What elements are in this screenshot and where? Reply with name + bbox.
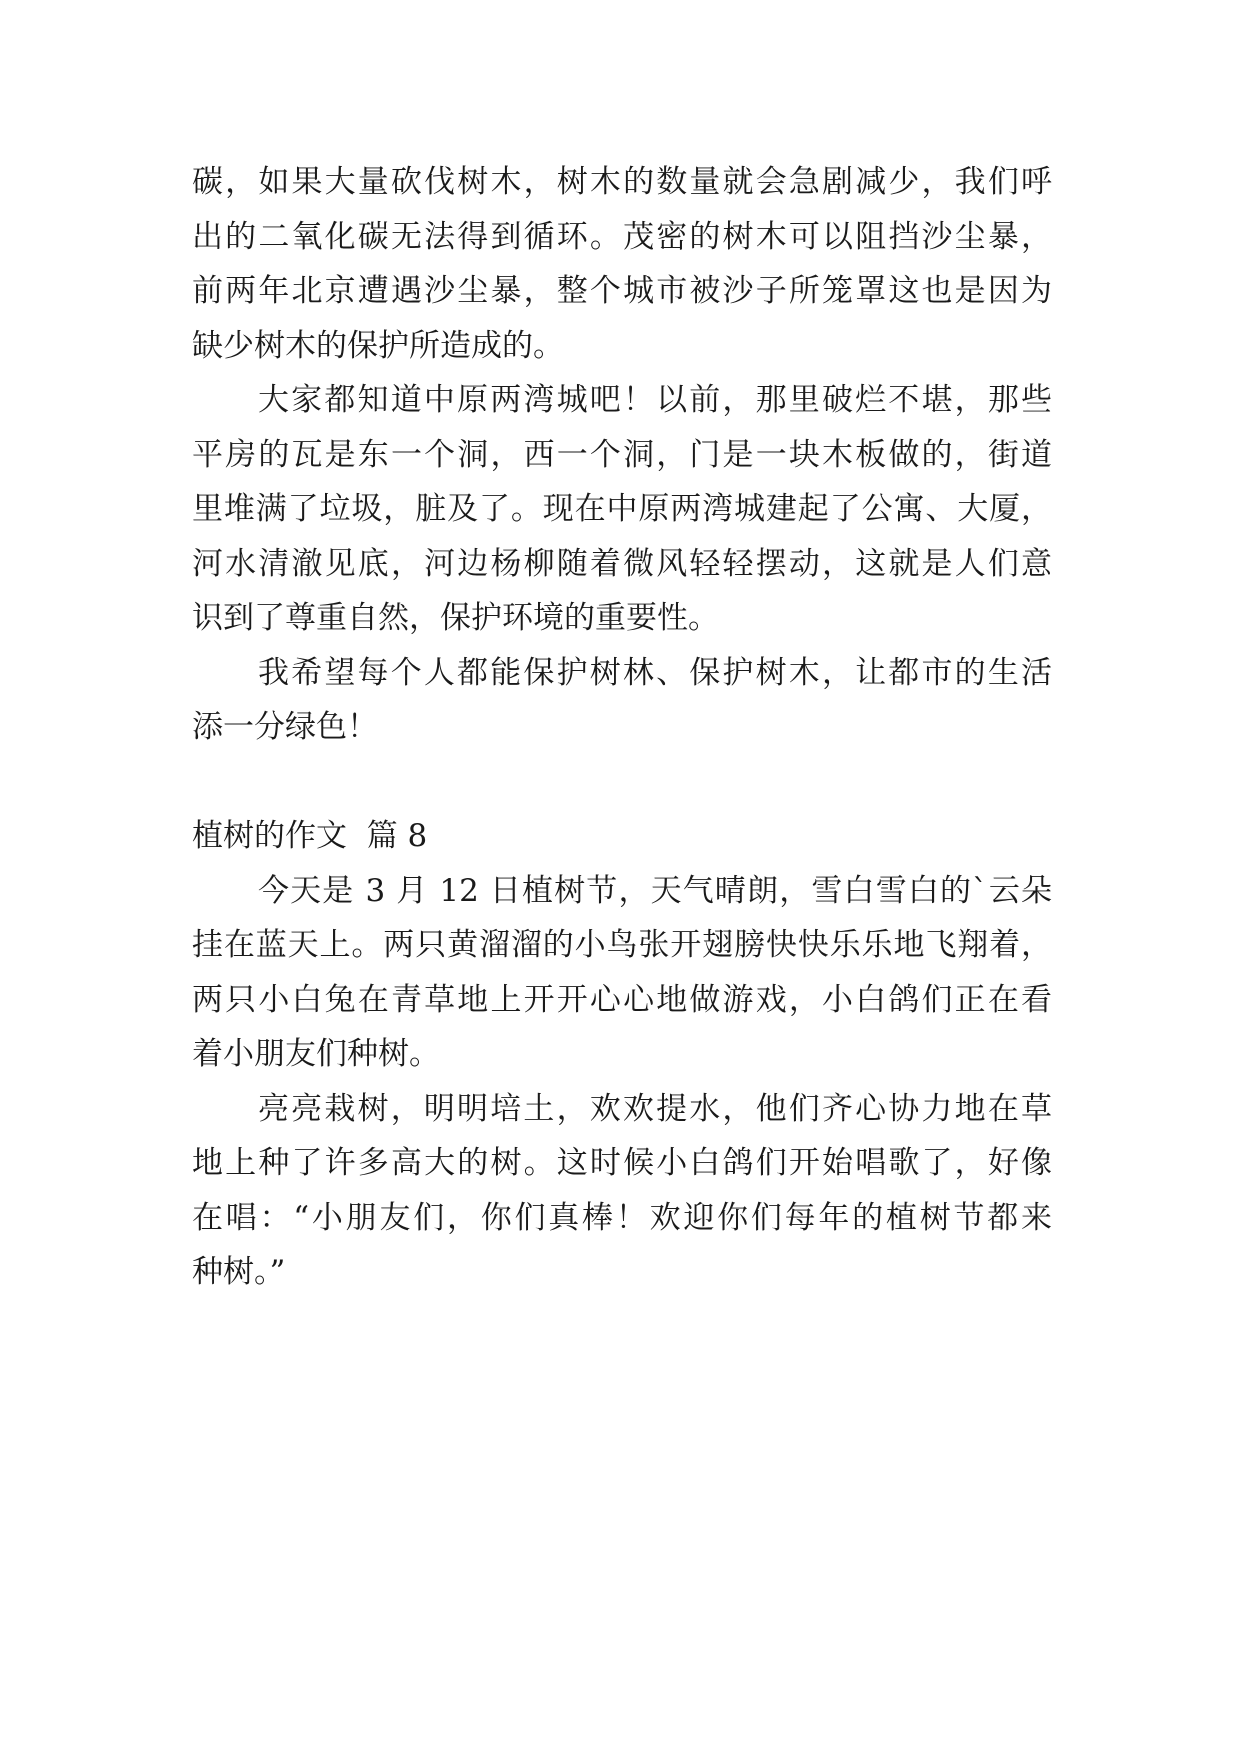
paragraph-line: 里堆满了垃圾，脏及了。现在中原两湾城建起了公寓、大厦， (192, 491, 1052, 527)
section-heading: 植树的作文 篇 8 (192, 818, 428, 854)
paragraph-line: 缺少树木的保护所造成的。 (192, 328, 564, 364)
paragraph-line: 两只小白兔在青草地上开开心心地做游戏，小白鸽们正在看 (192, 982, 1052, 1018)
paragraph-line: 挂在蓝天上。两只黄溜溜的小鸟张开翅膀快快乐乐地飞翔着， (192, 927, 1052, 963)
paragraph-line: 碳，如果大量砍伐树木，树木的数量就会急剧减少，我们呼 (192, 164, 1052, 200)
paragraph-line: 大家都知道中原两湾城吧！以前，那里破烂不堪，那些 (258, 382, 1052, 418)
paragraph-line: 识到了尊重自然，保护环境的重要性。 (192, 600, 719, 636)
paragraph-line: 着小朋友们种树。 (192, 1036, 440, 1072)
paragraph-line: 种树。” (192, 1254, 286, 1290)
paragraph-line: 出的二氧化碳无法得到循环。茂密的树木可以阻挡沙尘暴， (192, 219, 1052, 255)
paragraph-line: 亮亮栽树，明明培土，欢欢提水，他们齐心协力地在草 (258, 1091, 1052, 1127)
paragraph-line: 我希望每个人都能保护树林、保护树木，让都市的生活 (258, 655, 1052, 691)
paragraph-line: 河水清澈见底，河边杨柳随着微风轻轻摆动，这就是人们意 (192, 546, 1052, 582)
paragraph-line: 前两年北京遭遇沙尘暴，整个城市被沙子所笼罩这也是因为 (192, 273, 1052, 309)
paragraph-line: 平房的瓦是东一个洞，西一个洞，门是一块木板做的，街道 (192, 437, 1052, 473)
paragraph-line: 今天是 3 月 12 日植树节，天气晴朗，雪白雪白的`云朵 (258, 873, 1052, 909)
paragraph-line: 地上种了许多高大的树。这时候小白鸽们开始唱歌了，好像 (192, 1145, 1052, 1181)
paragraph-line: 添一分绿色！ (192, 709, 378, 745)
paragraph-line: 在唱：“小朋友们，你们真棒！欢迎你们每年的植树节都来 (192, 1200, 1052, 1236)
